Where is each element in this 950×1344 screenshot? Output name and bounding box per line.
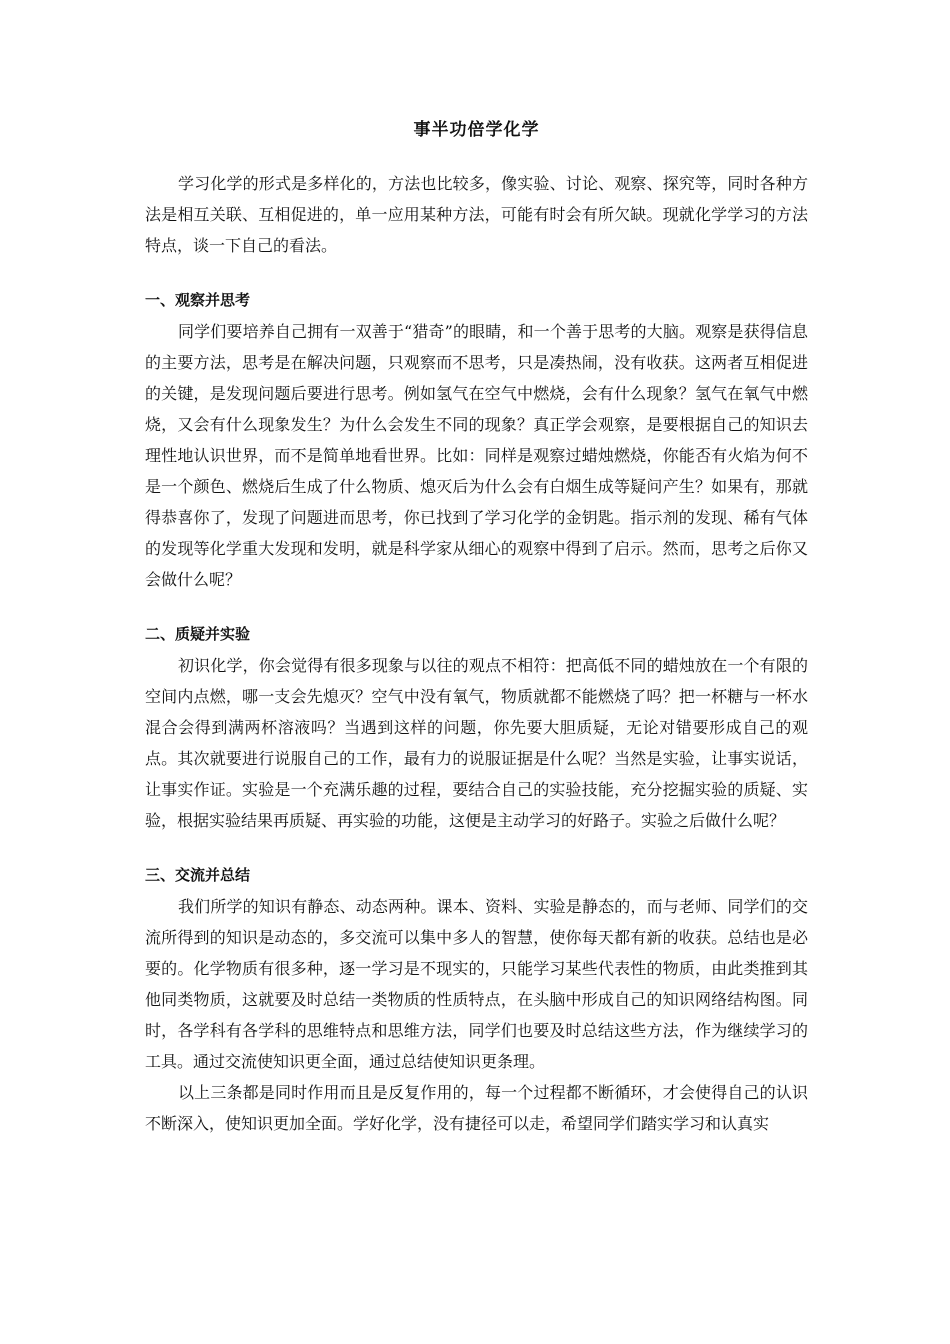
document-page — [145, 118, 808, 1139]
section-observe-paragraph: 同学们要培养自己拥有一双善于“猎奇”的眼睛，和一个善于思考的大脑。观察是获得信息的主要方法，思考是在解决问题，只观察而不思考，只是凑热闹，没有收获。这两者互相促进的关键，是发现问题后要进行思考。例如氢气在空气中燃烧，会有什么现象？氢气在氧气中燃烧，又会有什么现象发生？为什么会发生不同的现象？真正学会观察，是要根据自己的知识去理性地认识世界，而不是简单地看世界。比如：同样是观察过蜡烛燃烧，你能否有火焰为何不是一个颜色、燃烧后生成了什么物质、熄灭后为什么会有白烟生成等疑问产生？如果有，那就得恭喜你了，发现了问题进而思考，你已找到了学习化学的金钥匙。指示剂的发现、稀有气体的发现等化学重大发现和发明，就是科学家从细心的观察中得到了启示。然而，思考之后你又会做什么呢？ — [145, 322, 808, 589]
section-heading-question: 二、质疑并实验 — [145, 625, 251, 643]
document-title: 事半功倍学化学 — [413, 120, 540, 140]
section-question-paragraph: 初识化学，你会觉得有很多现象与以往的观点不相符：把高低不同的蜡烛放在一个有限的空间内点燃，哪一支会先熄灭？空气中没有氧气，物质就都不能燃烧了吗？把一杯糖与一杯水混合会得到满两杯溶液吗？当遇到这样的问题，你先要大胆质疑，无论对错要形成自己的观点。其次就要进行说服自己的工作，最有力的说服证据是什么呢？当然是实验，让事实说话，让事实作证。实验是一个充满乐趣的过程，要结合自己的实验技能，充分挖掘实验的质疑、实验，根据实验结果再质疑、再实验的功能，这便是主动学习的好路子。实验之后做什么呢？ — [145, 656, 808, 830]
section-exchange-paragraph: 我们所学的知识有静态、动态两种。课本、资料、实验是静态的，而与老师、同学们的交流所得到的知识是动态的，多交流可以集中多人的智慧，使你每天都有新的收获。总结也是必要的。化学物质有很多种，逐一学习是不现实的，只能学习某些代表性的物质，由此类推到其他同类物质，这就要及时总结一类物质的性质特点，在头脑中形成自己的知识网络结构图。同时，各学科有各学科的思维特点和思维方法，同学们也要及时总结这些方法，作为继续学习的工具。通过交流使知识更全面，通过总结使知识更条理。 — [145, 897, 808, 1071]
section-gap — [145, 261, 808, 285]
intro-paragraph: 学习化学的形式是多样化的，方法也比较多，像实验、讨论、观察、探究等，同时各种方法是相互关联、互相促进的，单一应用某种方法，可能有时会有所欠缺。现就化学学习的方法特点，谈一下自己的看法。 — [145, 174, 808, 255]
closing-paragraph: 以上三条都是同时作用而且是反复作用的，每一个过程都不断循环，才会使得自己的认识不断深入，使知识更加全面。学好化学，没有捷径可以走，希望同学们踏实学习和认真实 — [145, 1083, 808, 1133]
section-gap — [145, 836, 808, 860]
section-heading-exchange: 三、交流并总结 — [145, 866, 251, 884]
section-heading-observe: 一、观察并思考 — [145, 291, 251, 309]
section-gap — [145, 595, 808, 619]
